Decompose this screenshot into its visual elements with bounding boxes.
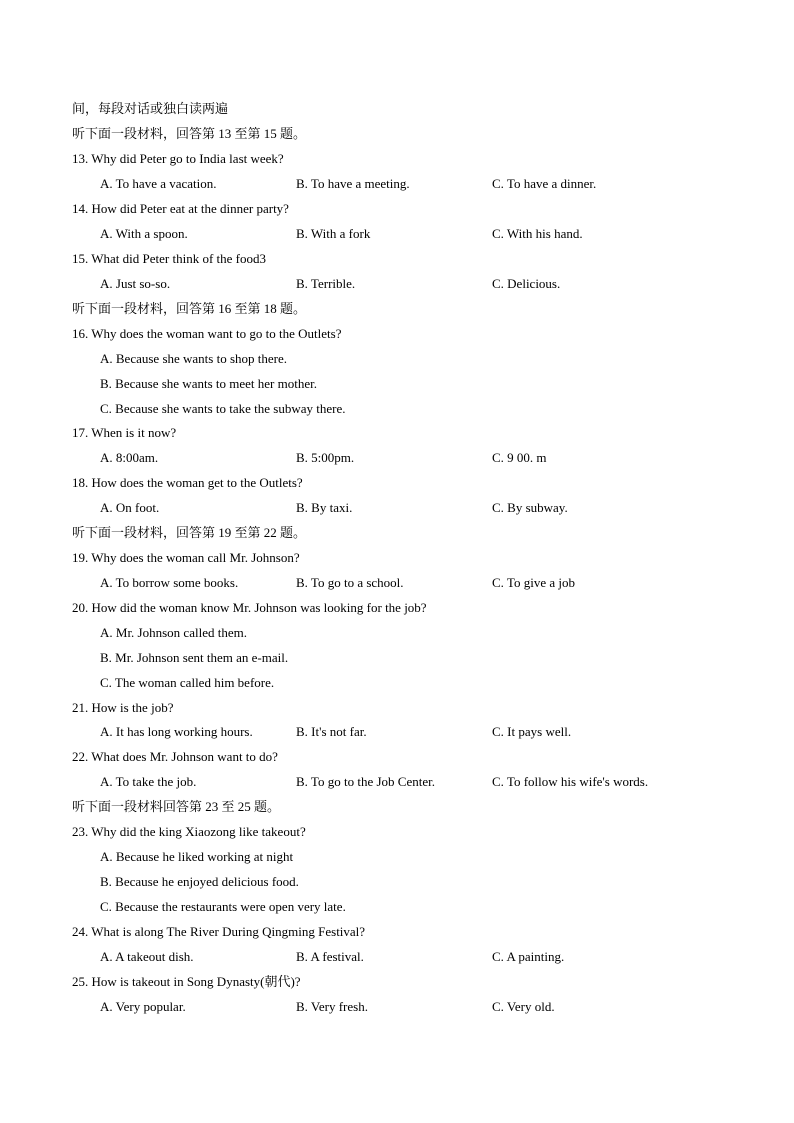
option-25a: A. Very popular. xyxy=(100,999,186,1014)
option-19a: A. To borrow some books. xyxy=(100,575,239,590)
option-22a: A. To take the job. xyxy=(100,774,197,789)
option-16c: C. Because she wants to take the subway there. xyxy=(100,401,346,416)
option-14b: B. With a fork xyxy=(296,226,371,241)
question-25: 25. How is takeout in Song Dynasty(朝代)? xyxy=(72,974,301,989)
option-14a: A. With a spoon. xyxy=(100,226,188,241)
question-14: 14. How did Peter eat at the dinner party? xyxy=(72,201,289,216)
option-14c: C. With his hand. xyxy=(492,226,583,241)
question-15: 15. What did Peter think of the food3 xyxy=(72,251,267,266)
section-heading: 听下面一段材料，回答第 19 至第 22 题。 xyxy=(72,525,307,540)
question-17: 17. When is it now? xyxy=(72,425,177,440)
question-23: 23. Why did the king Xiaozong like takeout? xyxy=(72,824,306,839)
section-heading: 听下面一段材料，回答第 13 至第 15 题。 xyxy=(72,126,307,141)
option-23a: A. Because he liked working at night xyxy=(100,849,294,864)
option-19b: B. To go to a school. xyxy=(296,575,404,590)
option-13c: C. To have a dinner. xyxy=(492,176,597,191)
option-15a: A. Just so-so. xyxy=(100,276,171,291)
option-17a: A. 8:00am. xyxy=(100,450,159,465)
option-21c: C. It pays well. xyxy=(492,724,572,739)
option-18c: C. By subway. xyxy=(492,500,568,515)
option-20c: C. The woman called him before. xyxy=(100,675,275,690)
option-15c: C. Delicious. xyxy=(492,276,561,291)
option-21b: B. It's not far. xyxy=(296,724,367,739)
option-19c: C. To give a job xyxy=(492,575,575,590)
question-21: 21. How is the job? xyxy=(72,700,174,715)
option-23c: C. Because the restaurants were open very late. xyxy=(100,899,346,914)
option-22c: C. To follow his wife's words. xyxy=(492,774,649,789)
question-13: 13. Why did Peter go to India last week? xyxy=(72,151,284,166)
option-24b: B. A festival. xyxy=(296,949,364,964)
option-18b: B. By taxi. xyxy=(296,500,353,515)
question-22: 22. What does Mr. Johnson want to do? xyxy=(72,749,278,764)
option-24c: C. A painting. xyxy=(492,949,565,964)
option-23b: B. Because he enjoyed delicious food. xyxy=(100,874,299,889)
option-16b: B. Because she wants to meet her mother. xyxy=(100,376,317,391)
question-18: 18. How does the woman get to the Outlets? xyxy=(72,475,303,490)
question-16: 16. Why does the woman want to go to the Outlets? xyxy=(72,326,342,341)
question-24: 24. What is along The River During Qingming Festival? xyxy=(72,924,366,939)
option-25c: C. Very old. xyxy=(492,999,555,1014)
intro-line: 间，每段对话或独白读两遍 xyxy=(72,101,229,116)
option-20b: B. Mr. Johnson sent them an e-mail. xyxy=(100,650,289,665)
section-heading: 听下面一段材料回答第 23 至 25 题。 xyxy=(72,799,281,814)
option-13b: B. To have a meeting. xyxy=(296,176,410,191)
option-24a: A. A takeout dish. xyxy=(100,949,194,964)
option-17b: B. 5:00pm. xyxy=(296,450,355,465)
option-16a: A. Because she wants to shop there. xyxy=(100,351,288,366)
question-19: 19. Why does the woman call Mr. Johnson? xyxy=(72,550,300,565)
section-heading: 听下面一段材料，回答第 16 至第 18 题。 xyxy=(72,301,307,316)
option-22b: B. To go to the Job Center. xyxy=(296,774,435,789)
question-20: 20. How did the woman know Mr. Johnson was looking for the job? xyxy=(72,600,427,615)
option-25b: B. Very fresh. xyxy=(296,999,368,1014)
option-15b: B. Terrible. xyxy=(296,276,356,291)
option-21a: A. It has long working hours. xyxy=(100,724,253,739)
option-20a: A. Mr. Johnson called them. xyxy=(100,625,247,640)
option-13a: A. To have a vacation. xyxy=(100,176,217,191)
option-17c: C. 9 00. m xyxy=(492,450,547,465)
option-18a: A. On foot. xyxy=(100,500,160,515)
